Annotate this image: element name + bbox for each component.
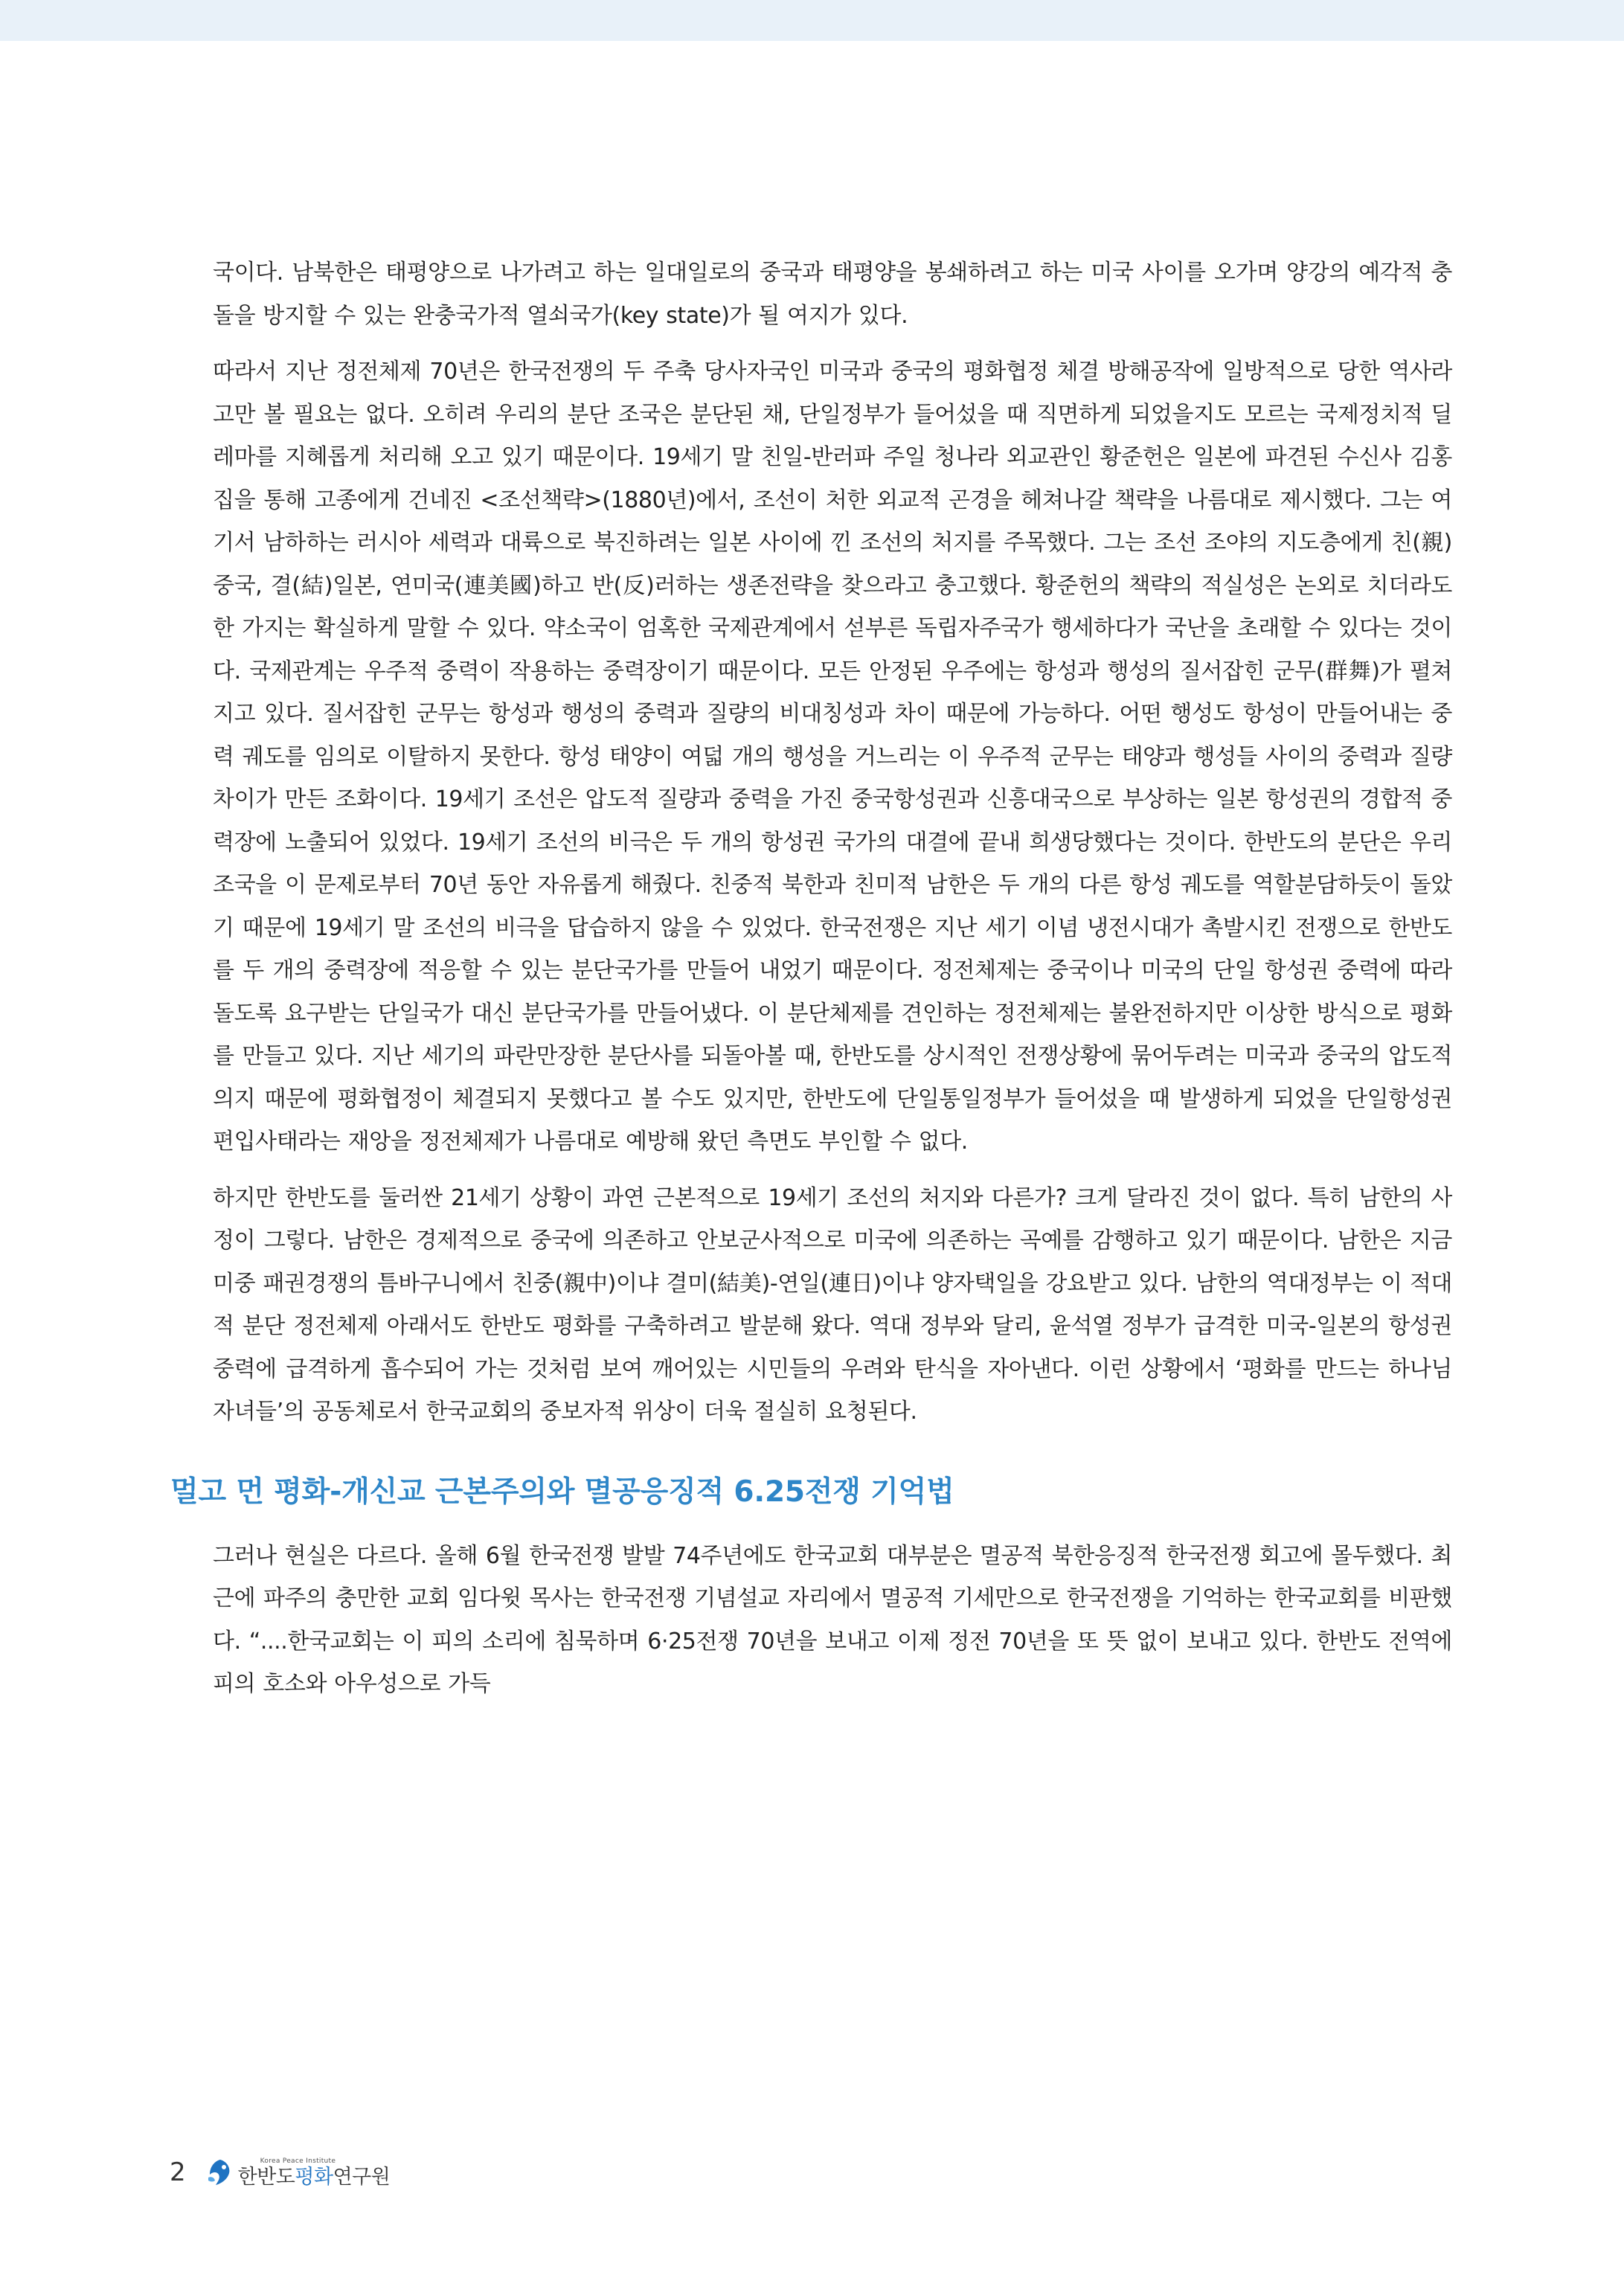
institute-logo	[204, 2157, 391, 2188]
top-color-band	[0, 0, 1624, 41]
logo-name-part1: 한반도	[237, 2165, 295, 2189]
logo-name	[238, 2167, 391, 2187]
body-paragraph-1: 국이다. 남북한은 태평양으로 나가려고 하는 일대일로의 중국과 태평양을 봉쇄하려고 하는 미국 사이를 오가며 양강의 예각적 충돌을 방지할 수 있는 완충국가적 열쇠국가(key state)가 될 여지가 있다.	[213, 260, 1452, 329]
body-paragraph-3: 하지만 한반도를 둘러싼 21세기 상황이 과연 근본적으로 19세기 조선의 처지와 다른가? 크게 달라진 것이 없다. 특히 남한의 사정이 그렇다. 남한은 경제적으로 중국에 의존하고 안보군사적으로 미국에 의존하는 곡예를 감행하고 있기 때문이다. 남한은 지금 미중 패권경쟁의 틈바구니에서 친중(親中)이냐 결미(結美)-연일(連日)이냐 양자택일을 강요받고 있다. 남한의 역대정부는 이 적대적 분단 정전체제 아래서도 한반도 평화를 구축하려고 발분해 왔다. 역대 정부와 달리, 윤석열 정부가 급격한 미국-일본의 항성권 중력에 급격하게 흡수되어 가는 것처럼 보여 깨어있는 시민들의 우려와 탄식을 자아낸다. 이런 상황에서 ‘평화를 만드는 하나님 자녀들’의 공동체로서 한국교회의 중보자적 위상이 더욱 절실히 요청된다.	[213, 1184, 1452, 1425]
peninsula-logo-icon	[204, 2157, 235, 2188]
page-number: 2	[170, 2157, 186, 2187]
section-paragraph: 그러나 현실은 다르다. 올해 6월 한국전쟁 발발 74주년에도 한국교회 대부분은 멸공적 북한응징적 한국전쟁 회고에 몰두했다. 최근에 파주의 충만한 교회 임다윗 목사는 한국전쟁 기념설교 자리에서 멸공적 기세만으로 한국전쟁을 기억하는 한국교회를 비판했다. “....한국교회는 이 피의 소리에 침묵하며 6·25전쟁 70년을 보내고 이제 정전 70년을 또 뜻 없이 보내고 있다. 한반도 전역에 피의 호소와 아우성으로 가득	[213, 1542, 1452, 1697]
page-footer	[170, 2150, 390, 2195]
article-body	[170, 251, 1452, 1719]
section-heading: 멀고 먼 평화-개신교 근본주의와 멸공응징적 6.25전쟁 기억법	[170, 1475, 954, 1509]
logo-name-part2: 평화	[295, 2165, 333, 2189]
body-paragraph-2: 따라서 지난 정전체제 70년은 한국전쟁의 두 주축 당사자국인 미국과 중국의 평화협정 체결 방해공작에 일방적으로 당한 역사라고만 볼 필요는 없다. 오히려 우리의 분단 조국은 분단된 채, 단일정부가 들어섰을 때 직면하게 되었을지도 모르는 국제정치적 딜레마를 지혜롭게 처리해 오고 있기 때문이다. 19세기 말 친일-반러파 주일 청나라 외교관인 황준헌은 일본에 파견된 수신사 김홍집을 통해 고종에게 건네진 <조선책략>(1880년)에서, 조선이 처한 외교적 곤경을 헤쳐나갈 책략을 나름대로 제시했다. 그는 여기서 남하하는 러시아 세력과 대륙으로 북진하려는 일본 사이에 낀 조선의 처지를 주목했다. 그는 조선 조야의 지도층에게 친(親)중국, 결(結)일본, 연미국(連美國)하고 반(反)러하는 생존전략을 찾으라고 충고했다. 황준헌의 책략의 적실성은 논외로 치더라도 한 가지는 확실하게 말할 수 있다. 약소국이 엄혹한 국제관계에서 섣부른 독립자주국가 행세하다가 국난을 초래할 수 있다는 것이다. 국제관계는 우주적 중력이 작용하는 중력장이기 때문이다. 모든 안정된 우주에는 항성과 행성의 질서잡힌 군무(群舞)가 펼쳐지고 있다. 질서잡힌 군무는 항성과 행성의 중력과 질량의 비대칭성과 차이 때문에 가능하다. 어떤 행성도 항성이 만들어내는 중력 궤도를 임의로 이탈하지 못한다. 항성 태양이 여덟 개의 행성을 거느리는 이 우주적 군무는 태양과 행성들 사이의 중력과 질량 차이가 만든 조화이다. 19세기 조선은 압도적 질량과 중력을 가진 중국항성권과 신흥대국으로 부상하는 일본 항성권의 경합적 중력장에 노출되어 있었다. 19세기 조선의 비극은 두 개의 항성권 국가의 대결에 끝내 희생당했다는 것이다. 한반도의 분단은 우리 조국을 이 문제로부터 70년 동안 자유롭게 해줬다. 친중적 북한과 친미적 남한은 두 개의 다른 항성 궤도를 역할분담하듯이 돌았기 때문에 19세기 말 조선의 비극을 답습하지 않을 수 있었다. 한국전쟁은 지난 세기 이념 냉전시대가 촉발시킨 전쟁으로 한반도를 두 개의 중력장에 적응할 수 있는 분단국가를 만들어 내었기 때문이다. 정전체제는 중국이나 미국의 단일 항성권 중력에 따라 돌도록 요구받는 단일국가 대신 분단국가를 만들어냈다. 이 분단체제를 견인하는 정전체제는 불완전하지만 이상한 방식으로 평화를 만들고 있다. 지난 세기의 파란만장한 분단사를 되돌아볼 때, 한반도를 상시적인 전쟁상황에 묶어두려는 미국과 중국의 압도적 의지 때문에 평화협정이 체결되지 못했다고 볼 수도 있지만, 한반도에 단일통일정부가 들어섰을 때 발생하게 되었을 단일항성권 편입사태라는 재앙을 정전체제가 나름대로 예방해 왔던 측면도 부인할 수 없다.	[213, 359, 1452, 1155]
logo-name-part3: 연구원	[333, 2165, 391, 2189]
logo-subtitle: Korea Peace Institute	[260, 2157, 336, 2165]
